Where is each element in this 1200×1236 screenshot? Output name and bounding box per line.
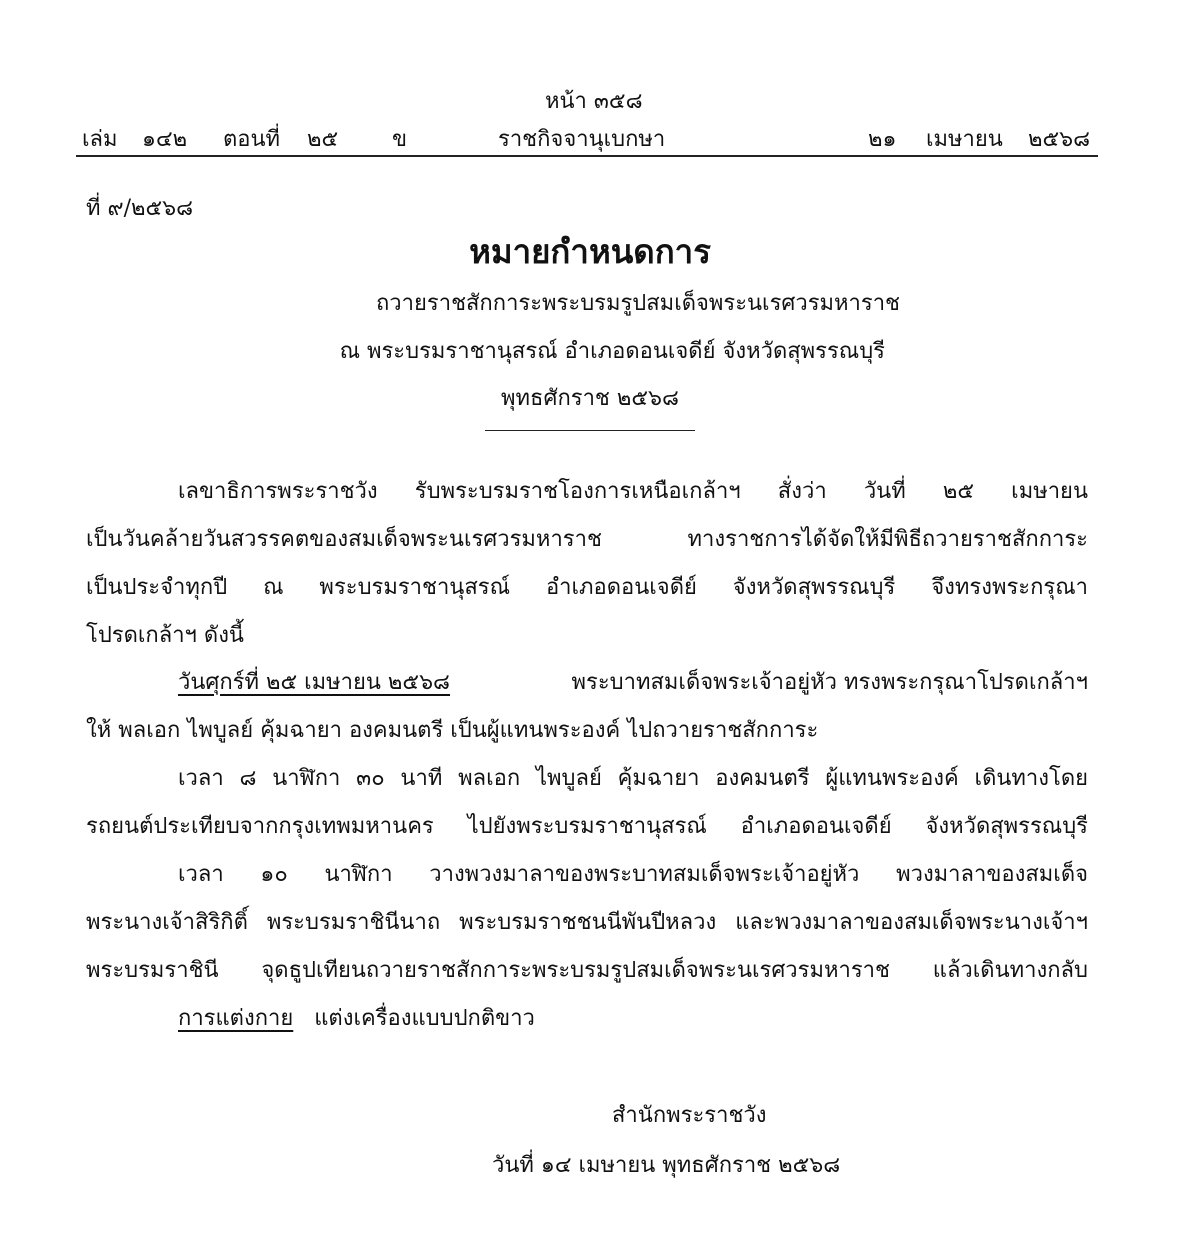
paragraph-text: พระบาทสมเด็จพระเจ้าอยู่หัว ทรงพระกรุณาโปรดเกล้าฯ xyxy=(571,670,1088,695)
issue-number: ๒๕ xyxy=(307,127,339,152)
paragraph-line: เลขาธิการพระราชวัง รับพระบรมราชโองการเหนือเกล้าฯ สั่งว่า วันที่ ๒๕ เมษายน xyxy=(178,479,1088,504)
issue-label: ตอนที่ xyxy=(223,127,281,152)
attire-line xyxy=(178,1000,535,1035)
page-number: หน้า ๓๕๘ xyxy=(545,89,643,114)
paragraph-line: พระนางเจ้าสิริกิติ์ พระบรมราชินีนาถ พระบรมราชชนนีพันปีหลวง และพวงมาลาของสมเด็จพระนางเจ้าฯ xyxy=(86,910,1088,935)
title-divider xyxy=(485,430,695,431)
header-date-year: ๒๕๖๘ xyxy=(1028,127,1091,152)
volume-label: เล่ม xyxy=(82,127,118,152)
gazette-name: ราชกิจจานุเบกษา xyxy=(498,127,666,152)
document-number: ที่ ๙/๒๕๖๘ xyxy=(86,196,194,221)
section-letter: ข xyxy=(392,127,408,152)
paragraph-line: เป็นประจำทุกปี ณ พระบรมราชานุสรณ์ อำเภอดอนเจดีย์ จังหวัดสุพรรณบุรี จึงทรงพระกรุณา xyxy=(86,575,1088,600)
ceremony-date: วันศุกร์ที่ ๒๕ เมษายน ๒๕๖๘ xyxy=(178,670,451,695)
subtitle-line: พุทธศักราช ๒๕๖๘ xyxy=(501,386,679,411)
paragraph-line: พระบรมราชินี จุดธูปเทียนถวายราชสักการะพระบรมรูปสมเด็จพระนเรศวรมหาราช แล้วเดินทางกลับ xyxy=(86,958,1088,983)
paragraph-line: เวลา ๘ นาฬิกา ๓๐ นาที พลเอก ไพบูลย์ คุ้มฉายา องคมนตรี ผู้แทนพระองค์ เดินทางโดย xyxy=(178,766,1088,791)
paragraph-line: เป็นวันคล้ายวันสวรรคตของสมเด็จพระนเรศวรมหาราช ทางราชการได้จัดให้มีพิธีถวายราชสักการะ xyxy=(86,527,1088,552)
paragraph-line: รถยนต์ประเทียบจากกรุงเทพมหานคร ไปยังพระบรมราชานุสรณ์ อำเภอดอนเจดีย์ จังหวัดสุพรรณบุรี xyxy=(86,814,1088,839)
header-date-month: เมษายน xyxy=(926,127,1003,152)
signature-office: สำนักพระราชวัง xyxy=(612,1103,767,1128)
header-divider xyxy=(76,155,1098,157)
paragraph-line: โปรดเกล้าฯ ดังนี้ xyxy=(86,623,244,648)
volume-number: ๑๔๒ xyxy=(142,127,188,152)
paragraph-line: ให้ พลเอก ไพบูลย์ คุ้มฉายา องคมนตรี เป็นผู้แทนพระองค์ ไปถวายราชสักการะ xyxy=(86,718,819,743)
document-title: หมายกำหนดการ xyxy=(469,232,711,271)
signature-date: วันที่ ๑๔ เมษายน พุทธศักราช ๒๕๖๘ xyxy=(492,1153,841,1178)
header-date-day: ๒๑ xyxy=(868,127,897,152)
attire-value: แต่งเครื่องแบบปกติขาว xyxy=(314,1006,535,1031)
attire-label: การแต่งกาย xyxy=(178,1006,294,1031)
ceremony-date-line xyxy=(178,664,1088,699)
paragraph-line: เวลา ๑๐ นาฬิกา วางพวงมาลาของพระบาทสมเด็จพระเจ้าอยู่หัว พวงมาลาของสมเด็จ xyxy=(178,862,1088,887)
subtitle-line: ถวายราชสักการะพระบรมรูปสมเด็จพระนเรศวรมหาราช xyxy=(375,291,900,316)
subtitle-line: ณ พระบรมราชานุสรณ์ อำเภอดอนเจดีย์ จังหวัดสุพรรณบุรี xyxy=(339,339,885,364)
